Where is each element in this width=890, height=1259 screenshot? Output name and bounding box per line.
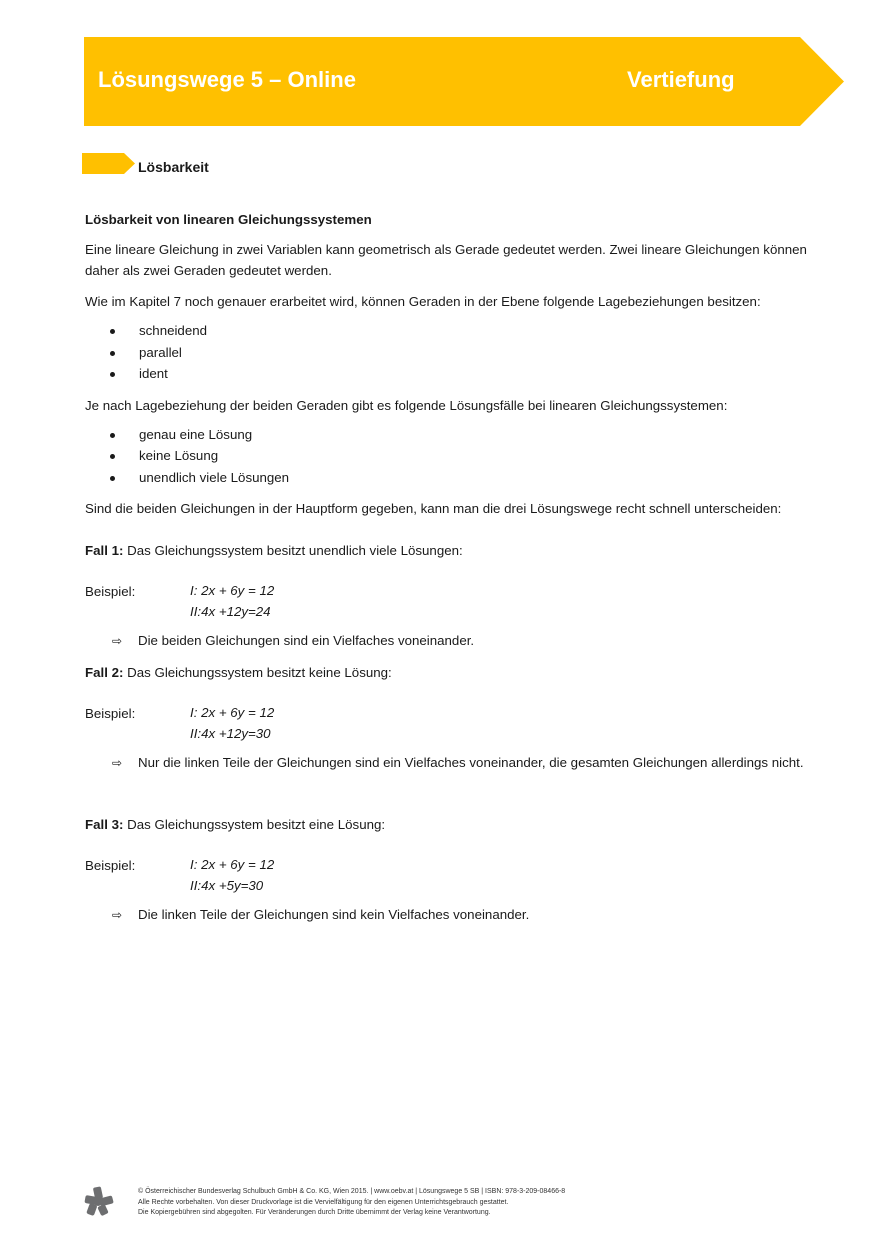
case-3-equation-1: I: 2x + 6y = 12 — [190, 857, 275, 872]
case-2-equation-2: II:4x +12y=30 — [190, 726, 271, 741]
paragraph-1-line-2: daher als zwei Geraden gedeutet werden. — [85, 263, 332, 278]
case-1-equation-1: I: 2x + 6y = 12 — [190, 583, 275, 598]
paragraph-3: Je nach Lagebeziehung der beiden Geraden gibt es folgende Lösungsfälle bei linearen Gleichungssystemen: — [85, 398, 728, 413]
header-title: Lösungswege 5 – Online — [98, 67, 356, 92]
case-3-intro — [85, 814, 385, 835]
footer-disclaimer: Die Kopiergebühren sind abgegolten. Für Veränderungen durch Dritte übernimmt der Verlag keine Verantwortung. — [138, 1209, 491, 1216]
case-2-equation-1: I: 2x + 6y = 12 — [190, 705, 275, 720]
bullet-icon — [110, 454, 115, 459]
footer — [138, 1187, 565, 1219]
case-2-conclusion: ⇨ Nur die linken Teile der Gleichungen sind ein Vielfaches voneinander, die gesamten Gleichungen allerdings nicht. — [112, 755, 804, 770]
case-2-label: Fall 2: — [85, 665, 124, 680]
case-1-label: Fall 1: — [85, 543, 124, 558]
case-1-example-label: Beispiel: — [85, 584, 136, 599]
bullet-icon — [110, 433, 115, 438]
section-title: Lösbarkeit — [138, 159, 209, 175]
case-2-intro — [85, 662, 392, 683]
header-category: Vertiefung — [627, 67, 735, 92]
bullet-icon — [110, 372, 115, 377]
case-1-text: Das Gleichungssystem besitzt unendlich viele Lösungen: — [123, 543, 463, 558]
case-3-text: Das Gleichungssystem besitzt eine Lösung: — [123, 817, 386, 832]
section-marker-icon — [82, 153, 136, 174]
case-3-equation-2: II:4x +5y=30 — [190, 878, 264, 893]
paragraph-1-line-1: Eine lineare Gleichung in zwei Variablen kann geometrisch als Gerade gedeutet werden. Zwei lineare Gleichungen können — [85, 242, 807, 257]
footer-rights: Alle Rechte vorbehalten. Von dieser Druckvorlage ist die Vervielfältigung für den eigenen Unterrichtsgebrauch gestattet. — [138, 1198, 509, 1206]
case-2-example-label: Beispiel: — [85, 706, 136, 721]
arrow-right-icon: ⇨ — [112, 908, 123, 922]
footer-copyright: © Österreichischer Bundesverlag Schulbuch GmbH & Co. KG, Wien 2015. | www.oebv.at | Lösungswege 5 SB | ISBN: 978-3-209-08466-8 — [138, 1188, 566, 1195]
arrow-right-icon: ⇨ — [112, 634, 123, 648]
bullet-icon — [110, 476, 115, 481]
case-3-label: Fall 3: — [85, 817, 124, 832]
case-3-example-label: Beispiel: — [85, 858, 136, 873]
arrow-right-icon: ⇨ — [112, 756, 123, 770]
bullet-icon — [110, 329, 115, 334]
case-3-conclusion: ⇨ Die linken Teile der Gleichungen sind kein Vielfaches voneinander. — [112, 907, 530, 922]
bullet-icon — [110, 351, 115, 356]
header-banner — [84, 37, 844, 126]
paragraph-4: Sind die beiden Gleichungen in der Hauptform gegeben, kann man die drei Lösungswege recht schnell unterscheiden: — [85, 501, 782, 516]
case-2-text: Das Gleichungssystem besitzt keine Lösung: — [123, 665, 392, 680]
paragraph-2: Wie im Kapitel 7 noch genauer erarbeitet wird, können Geraden in der Ebene folgende Lagebeziehungen besitzen: — [85, 294, 761, 309]
case-1-equation-2: II:4x +12y=24 — [190, 604, 271, 619]
content-heading: Lösbarkeit von linearen Gleichungssystemen — [85, 212, 372, 227]
case-1-conclusion: ⇨ Die beiden Gleichungen sind ein Vielfaches voneinander. — [112, 633, 475, 648]
publisher-logo-icon — [84, 1186, 114, 1216]
case-1-intro — [85, 540, 463, 561]
